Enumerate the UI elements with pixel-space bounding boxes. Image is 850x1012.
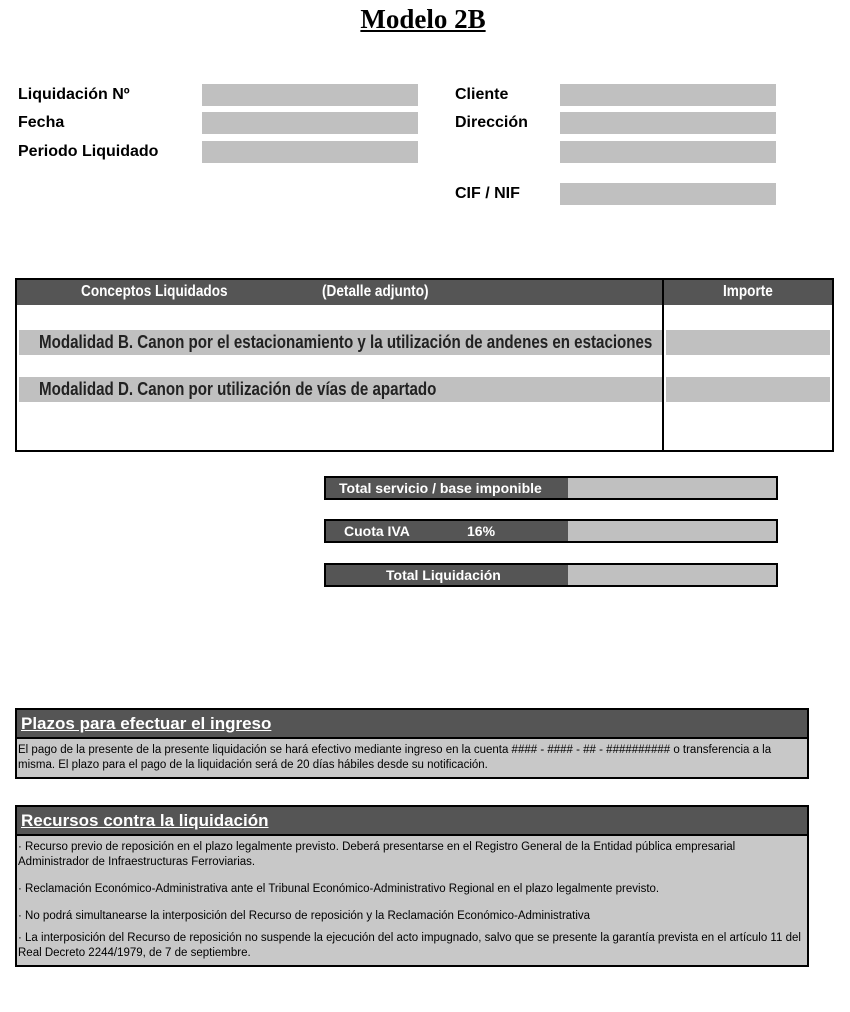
total-liquidacion-label: Total Liquidación (386, 567, 501, 583)
importe-column-header: Importe (723, 283, 773, 300)
importe-cell[interactable] (666, 377, 830, 402)
recursos-box (15, 805, 809, 967)
periodo-label: Periodo Liquidado (18, 143, 159, 160)
cif-label: CIF / NIF (455, 185, 520, 202)
importe-cell[interactable] (666, 330, 830, 355)
cuota-iva-box (324, 519, 778, 543)
liquidacion-label: Liquidación Nº (18, 86, 130, 103)
iva-rate: 16% (467, 523, 496, 539)
recurso-item: · La interposición del Recurso de reposición no suspende la ejecución del acto impugnado, salvo que se presente la garantía prevista en el artículo 11 del Real Decreto 2244/1979, de 7 de septiembre. (18, 932, 801, 959)
total-liquidacion-box (324, 563, 778, 587)
cliente-field[interactable] (560, 84, 776, 106)
total-servicio-label: Total servicio / base imponible (339, 480, 542, 496)
cuota-iva-label: Cuota IVA (344, 523, 410, 539)
fecha-field[interactable] (202, 112, 418, 134)
direccion-field[interactable] (560, 112, 776, 134)
page-title: Modelo 2B (360, 4, 486, 34)
periodo-field[interactable] (202, 141, 418, 163)
total-servicio-box (324, 476, 778, 500)
detalle-column-header: (Detalle adjunto) (322, 283, 429, 300)
direccion-label: Dirección (455, 114, 528, 131)
conceptos-column-header: Conceptos Liquidados (81, 283, 228, 300)
recurso-item: · Recurso previo de reposición en el plazo legalmente previsto. Deberá presentarse en el Registro General de la Entidad pública empresarial Administrador de Infraestructuras Ferroviarias. (18, 841, 736, 868)
direccion-field-2[interactable] (560, 141, 776, 163)
concepto-row-label: Modalidad B. Canon por el estacionamiento y la utilización de andenes en estaciones (39, 332, 653, 352)
liquidacion-field[interactable] (202, 84, 418, 106)
plazos-text: El pago de la presente de la presente liquidación se hará efectivo mediante ingreso en la cuenta #### - #### - ## - ########## o transferencia a la misma. El plazo para el pago de la liquidación será de 20 días hábiles desde su notificación. (18, 744, 772, 771)
cliente-label: Cliente (455, 86, 509, 103)
cif-field[interactable] (560, 183, 776, 205)
fecha-label: Fecha (18, 114, 65, 131)
column-divider (662, 280, 664, 450)
recurso-item: · Reclamación Económico-Administrativa ante el Tribunal Económico-Administrativo Regional en el plazo legalmente previsto. (18, 883, 660, 895)
plazos-box (15, 708, 809, 779)
concepto-row-label: Modalidad D. Canon por utilización de vías de apartado (39, 379, 437, 399)
plazos-heading: Plazos para efectuar el ingreso (17, 710, 807, 739)
conceptos-table-header (17, 280, 832, 305)
recursos-heading: Recursos contra la liquidación (17, 807, 807, 836)
conceptos-table (15, 278, 834, 452)
recurso-item: · No podrá simultanearse la interposición del Recurso de reposición y la Reclamación Económico-Administrativa (18, 910, 591, 922)
